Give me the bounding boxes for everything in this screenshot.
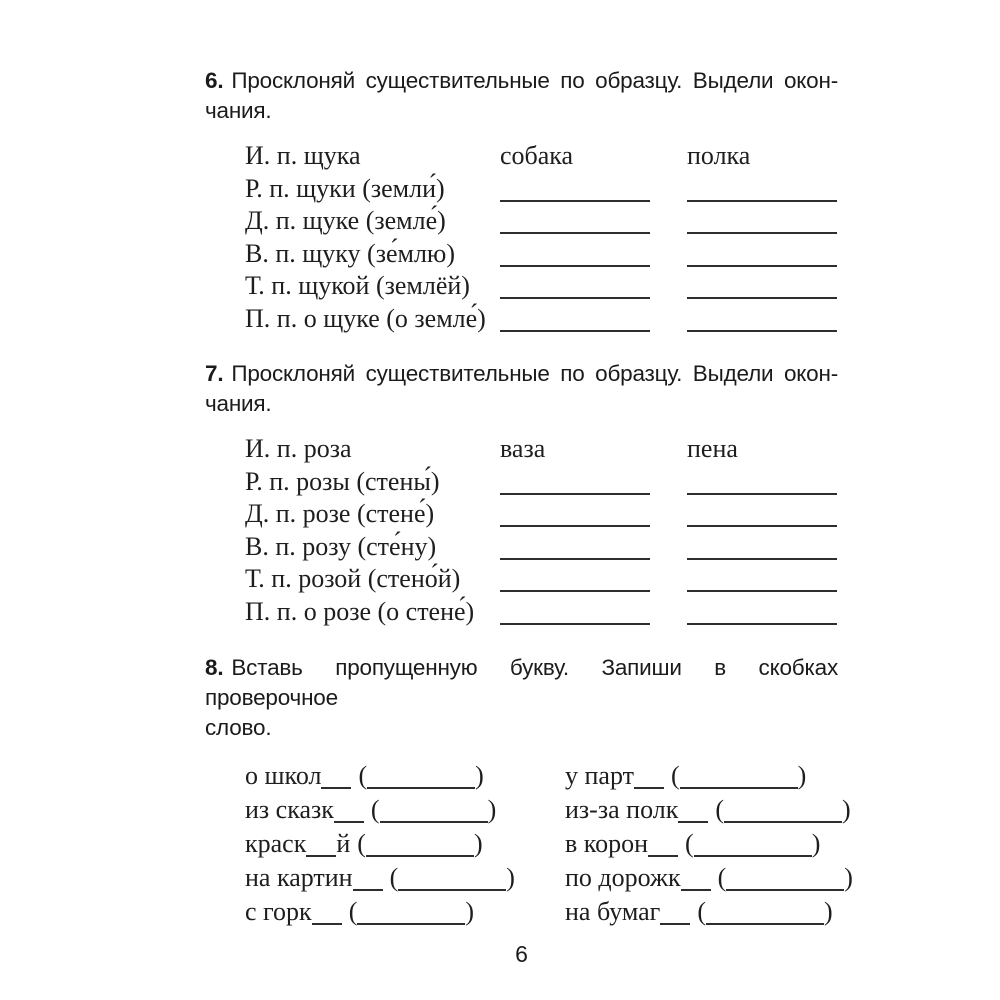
exercise-number: 7. [205, 361, 224, 386]
declension-row [245, 596, 838, 629]
answer-blank-line [500, 265, 650, 267]
check-word-blank [367, 787, 475, 789]
answer-blank-line [687, 330, 837, 332]
fill-item [565, 759, 853, 793]
paren-open: ( [370, 795, 380, 824]
exercise-6 [205, 66, 838, 335]
fill-item [245, 861, 565, 895]
paren-close: ) [824, 897, 833, 926]
case-sample-word: И. п. роза [245, 434, 352, 463]
declension-row [245, 531, 838, 564]
paren-close: ) [487, 795, 497, 824]
paren-open: ( [389, 863, 399, 892]
word-stem: на бумаг [565, 897, 661, 926]
word-stem: краск [245, 829, 307, 858]
case-sample-word: И. п. щука [245, 141, 361, 170]
check-word-blank [706, 923, 824, 925]
missing-letter-blank [306, 855, 336, 857]
answer-blank-line [687, 493, 837, 495]
answer-blank-line [687, 265, 837, 267]
fill-item [565, 895, 853, 929]
missing-letter-blank [321, 787, 351, 789]
answer-blank-line [687, 297, 837, 299]
missing-letter-blank [678, 821, 708, 823]
paren-open: ( [670, 761, 680, 790]
paren-close: ) [811, 829, 821, 858]
missing-letter-blank [660, 923, 690, 925]
exercise-title-line2: слово. [205, 715, 272, 740]
fill-item [565, 861, 853, 895]
exercise-number: 6. [205, 68, 224, 93]
exercise-8-heading [205, 653, 838, 743]
paren-open: ( [715, 795, 725, 824]
missing-letter-blank [648, 855, 678, 857]
exercise-title-line2: чания. [205, 98, 272, 123]
missing-letter-blank [353, 889, 383, 891]
declension-row [245, 303, 838, 336]
paren-close: ) [465, 897, 475, 926]
declension-row [245, 466, 838, 499]
word-ending: й [336, 829, 351, 858]
case-label: Д. п. щуке (земле́) [245, 206, 446, 235]
fill-item [245, 793, 565, 827]
fill-items-left-column [245, 759, 565, 929]
case-label: Д. п. розе (стене́) [245, 499, 435, 528]
case-label: В. п. щуку (зе́млю) [245, 238, 456, 268]
paren-close: ) [506, 863, 515, 892]
declension-header-row [245, 433, 838, 466]
exercise-title-line1 [205, 653, 838, 713]
answer-blank-line [500, 297, 650, 299]
answer-blank-line [687, 525, 837, 527]
answer-blank-line [687, 232, 837, 234]
paren-open: ( [348, 897, 358, 926]
check-word-blank [726, 889, 844, 891]
paren-close: ) [842, 795, 851, 824]
exercise-7 [205, 359, 838, 628]
case-label: Т. п. щукой (землёй) [245, 271, 470, 300]
declension-table [245, 433, 838, 628]
answer-blank-line [687, 200, 837, 202]
word-stem: по дорожк [565, 863, 681, 892]
answer-blank-line [500, 623, 650, 625]
paren-close: ) [475, 761, 484, 790]
word-stem: о школ [245, 761, 322, 790]
answer-blank-line [500, 200, 650, 202]
missing-letter-blank [334, 821, 364, 823]
exercise-title-text: Просклоняй существительные по образцу. Выдели окон- [231, 68, 838, 93]
fill-item [245, 895, 565, 929]
answer-blank-line [500, 330, 650, 332]
paren-open: ( [717, 863, 727, 892]
answer-blank-line [500, 525, 650, 527]
paren-close: ) [844, 863, 853, 892]
paren-open: ( [697, 897, 707, 926]
word-stem: из сказк [245, 795, 334, 824]
word-stem: в корон [565, 829, 649, 858]
paren-open: ( [357, 829, 366, 858]
answer-blank-line [500, 493, 650, 495]
case-label: Р. п. розы (стены́) [245, 466, 440, 496]
paren-close: ) [797, 761, 807, 790]
case-label: П. п. о щуке (о земле́) [245, 303, 486, 333]
fill-item [245, 759, 565, 793]
check-word-blank [357, 923, 465, 925]
exercise-title-line1 [205, 359, 838, 389]
case-label: П. п. о розе (о стене́) [245, 596, 475, 626]
fill-in-items [245, 759, 853, 929]
check-word-blank [366, 855, 474, 857]
declension-row [245, 238, 838, 271]
missing-letter-blank [681, 889, 711, 891]
answer-blank-line [687, 558, 837, 560]
exercise-title-text: Просклоняй существительные по образцу. Выдели окон- [231, 361, 838, 386]
case-label: Т. п. розой (стено́й) [245, 564, 461, 593]
check-word-blank [680, 787, 798, 789]
declension-row [245, 173, 838, 206]
exercise-number: 8. [205, 655, 224, 680]
check-word-blank [398, 889, 506, 891]
exercise-title-line1 [205, 66, 838, 96]
fill-item [245, 827, 565, 861]
answer-blank-line [500, 558, 650, 560]
missing-letter-blank [634, 787, 664, 789]
case-label: Р. п. щуки (земли́) [245, 173, 445, 203]
column-sample-word: пена [687, 434, 738, 463]
declension-header-row [245, 140, 838, 173]
exercise-6-heading [205, 66, 838, 126]
check-word-blank [694, 855, 812, 857]
word-stem: с горк [245, 897, 312, 926]
word-stem: на картин [245, 863, 353, 892]
paren-close: ) [473, 829, 483, 858]
answer-blank-line [500, 232, 650, 234]
page-number: 6 [515, 941, 528, 967]
exercise-title-text: Вставь пропущенную букву. Запиши в скобках проверочное [205, 655, 838, 710]
column-sample-word: полка [687, 141, 751, 170]
column-sample-word: ваза [500, 434, 546, 463]
declension-table [245, 140, 838, 335]
paren-open: ( [685, 829, 694, 858]
fill-item [565, 793, 853, 827]
fill-items-right-column [565, 759, 853, 929]
fill-item [565, 827, 853, 861]
exercise-7-heading [205, 359, 838, 419]
check-word-blank [724, 821, 842, 823]
exercise-title-line2: чания. [205, 391, 272, 416]
check-word-blank [380, 821, 488, 823]
answer-blank-line [500, 590, 650, 592]
column-sample-word: собака [500, 141, 574, 170]
missing-letter-blank [312, 923, 342, 925]
case-label: В. п. розу (сте́ну) [245, 531, 437, 561]
word-stem: из-за полк [565, 795, 679, 824]
declension-row [245, 270, 838, 303]
declension-row [245, 498, 838, 531]
declension-row [245, 205, 838, 238]
answer-blank-line [687, 590, 837, 592]
exercise-8 [205, 653, 853, 929]
paren-open: ( [358, 761, 368, 790]
declension-row [245, 563, 838, 596]
answer-blank-line [687, 623, 837, 625]
word-stem: у парт [565, 761, 634, 790]
